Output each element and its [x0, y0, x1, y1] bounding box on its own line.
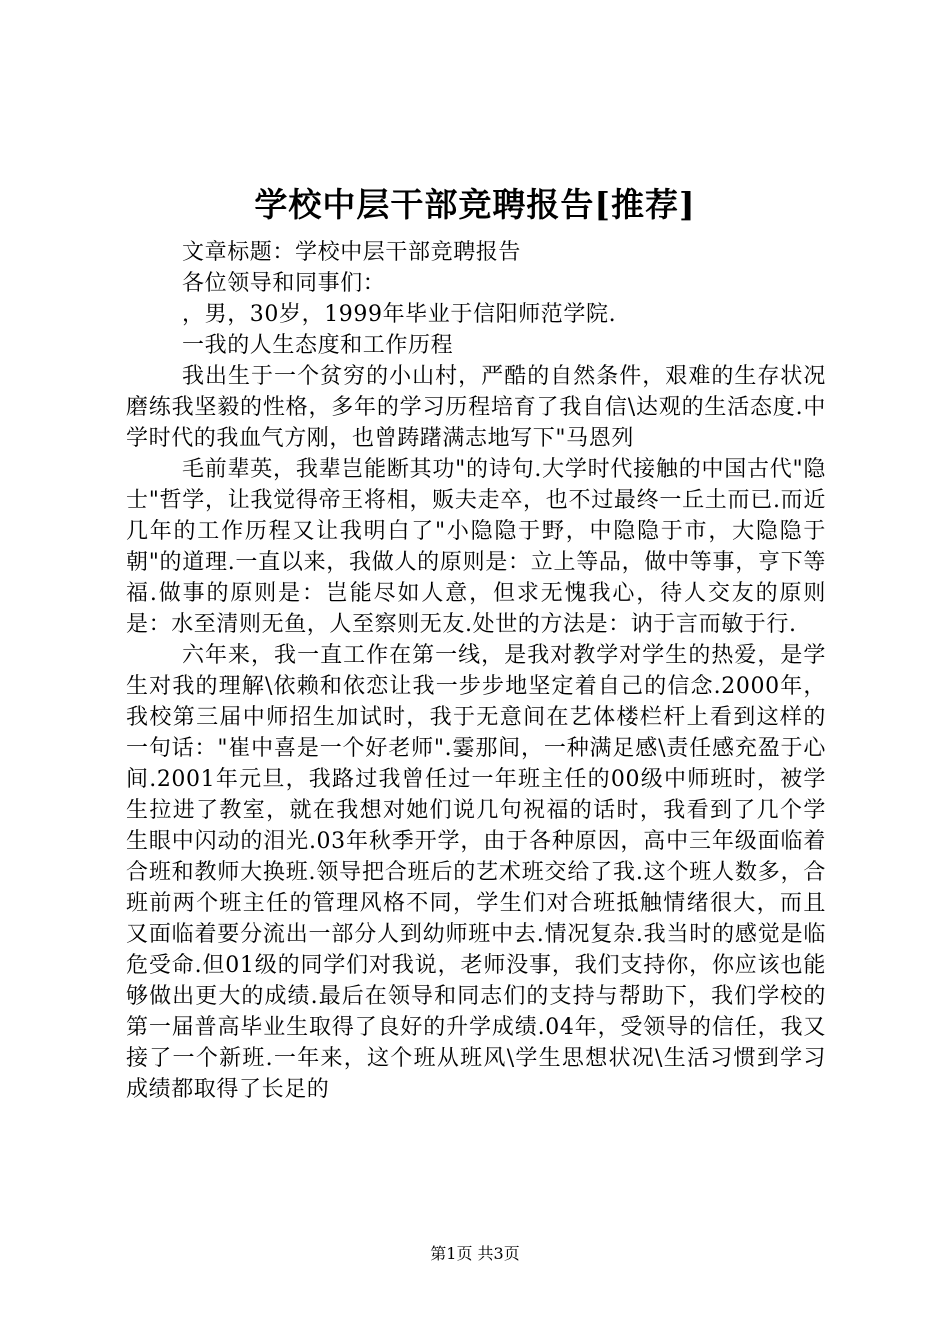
- paragraph-salutation: 各位领导和同事们：: [182, 271, 386, 296]
- paragraph-self-intro: ，男，30岁，1999年毕业于信阳师范学院.: [182, 302, 617, 327]
- document-title: 学校中层干部竞聘报告[推荐]: [254, 185, 696, 224]
- paragraph-work-history: 六年来，我一直工作在第一线，是我对教学对学生的热爱，是学生对我的理解\依赖和依恋让我一步步地坚定着自己的信念.2000年，我校第三届中师招生加试时，我于无意间在艺体楼栏杆上看到这样的一句话："崔中喜是一个好老师".霎那间，一种满足感\责任感充盈于心间.2001年元旦，我路过我曾任过一年班主任的00级中师班时，被学生拉进了教室，就在我想对她们说几句祝福的话时，我看到了几个学生眼中闪动的泪光.03年秋季开学，由于各种原因，高中三年级面临着合班和教师大换班.领导把合班后的艺术班交给了我.这个班人数多，合班前两个班主任的管理风格不同，学生们对合班抵触情绪很大，而且又面临着要分流出一部分人到幼师班中去.情况复杂.我当时的感觉是临危受命.但01级的同学们对我说，老师没事，我们支持你，你应该也能够做出更大的成绩.最后在领导和同志们的支持与帮助下，我们学校的第一届普高毕业生取得了良好的升学成绩.04年，受领导的信任，我又接了一个新班.一年来，这个班从班风\学生思想状况\生活习惯到学习成绩都取得了长足的: [126, 643, 826, 1102]
- paragraph-principles: 毛前辈英，我辈岂能断其功"的诗句.大学时代接触的中国古代"隐士"哲学，让我觉得帝王将相，贩夫走卒，也不过最终一丘土而已.而近几年的工作历程又让我明白了"小隐隐于野，中隐隐于市，大隐隐于朝"的道理.一直以来，我做人的原则是：立上等品，做中等事，亨下等福.做事的原则是：岂能尽如人意，但求无愧我心，待人交友的原则是：水至清则无鱼，人至察则无友.处世的方法是：讷于言而敏于行.: [126, 457, 826, 637]
- section-heading-life-attitude: 一我的人生态度和工作历程: [182, 333, 454, 358]
- paragraph-background: 我出生于一个贫穷的小山村，严酷的自然条件，艰难的生存状况磨练我坚毅的性格，多年的学习历程培育了我自信\达观的生活态度.中学时代的我血气方刚，也曾踌躇满志地写下"马恩列: [126, 364, 826, 451]
- paragraph-article-title: 文章标题：学校中层干部竞聘报告: [182, 240, 522, 265]
- page-footer: 第1页 共3页: [430, 1244, 520, 1263]
- document-body: [126, 237, 826, 1105]
